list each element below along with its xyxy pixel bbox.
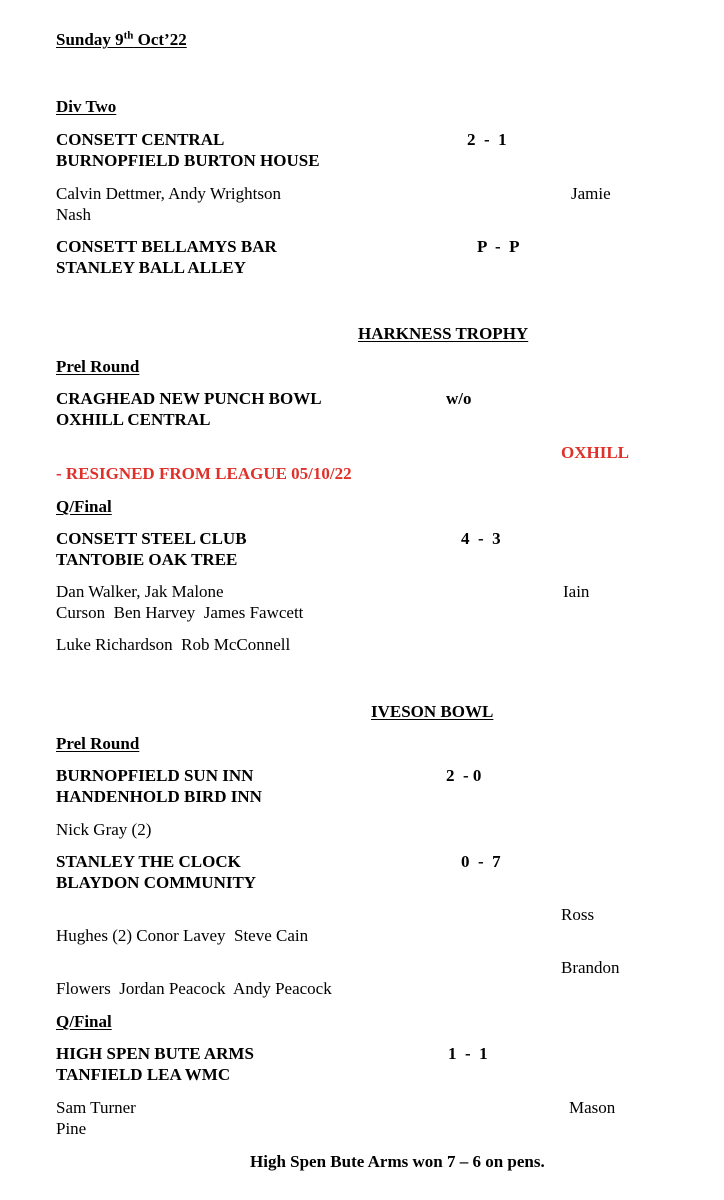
iveson-match2-scorers-right2: Brandon: [561, 958, 620, 977]
harkness-prel-home: CRAGHEAD NEW PUNCH BOWL: [56, 389, 322, 408]
div-two-match1-score: 2 - 1: [467, 130, 507, 149]
harkness-qf-home: CONSETT STEEL CLUB: [56, 529, 247, 548]
div-two-match1-scorers: Calvin Dettmer, Andy Wrightson: [56, 184, 281, 203]
iveson-match1-away: HANDENHOLD BIRD INN: [56, 787, 262, 806]
heading-day: Sunday 9: [56, 30, 124, 49]
harkness-notice-right: OXHILL: [561, 443, 630, 462]
iveson-qf-score: 1 - 1: [448, 1044, 488, 1063]
iveson-match2-scorers-line1: Hughes (2) Conor Lavey Steve Cain: [56, 926, 309, 945]
iveson-title: IVESON BOWL: [371, 702, 494, 721]
iveson-prel-label: Prel Round: [56, 734, 140, 753]
iveson-qf-scorers: Sam Turner: [56, 1098, 136, 1117]
harkness-qf-scorers-line3: Luke Richardson Rob McConnell: [56, 635, 291, 654]
iveson-qf-scorers-right: Mason: [569, 1098, 616, 1117]
div-two-match2-away: STANLEY BALL ALLEY: [56, 258, 246, 277]
iveson-match2-home: STANLEY THE CLOCK: [56, 852, 241, 871]
heading-month-year: Oct’22: [133, 30, 187, 49]
harkness-prel-away: OXHILL CENTRAL: [56, 410, 211, 429]
page-heading: [56, 29, 187, 50]
div-two-match1-away: BURNOPFIELD BURTON HOUSE: [56, 151, 320, 170]
iveson-qf-scorers-wrap: Pine: [56, 1119, 87, 1138]
iveson-qf-pens-note: High Spen Bute Arms won 7 – 6 on pens.: [250, 1152, 545, 1171]
div-two-match2-home: CONSETT BELLAMYS BAR: [56, 237, 277, 256]
div-two-match1-scorers-wrap: Nash: [56, 205, 91, 224]
harkness-qf-away: TANTOBIE OAK TREE: [56, 550, 238, 569]
harkness-qf-scorers-right: Iain: [563, 582, 590, 601]
div-two-match1-scorers-right: Jamie: [571, 184, 611, 203]
div-two-match1-home: CONSETT CENTRAL: [56, 130, 225, 149]
harkness-title: HARKNESS TROPHY: [358, 324, 529, 343]
harkness-prel-score: w/o: [446, 389, 472, 408]
iveson-qf-label: Q/Final: [56, 1012, 112, 1031]
iveson-match2-away: BLAYDON COMMUNITY: [56, 873, 257, 892]
harkness-qf-score: 4 - 3: [461, 529, 501, 548]
iveson-match2-scorers-line2: Flowers Jordan Peacock Andy Peacock: [56, 979, 332, 998]
harkness-notice-left: - RESIGNED FROM LEAGUE 05/10/22: [56, 464, 352, 483]
iveson-qf-away: TANFIELD LEA WMC: [56, 1065, 231, 1084]
div-two-match2-score: P - P: [477, 237, 520, 256]
iveson-match1-score: 2 - 0: [446, 766, 482, 785]
heading-day-suffix: th: [123, 29, 134, 42]
iveson-match1-scorers: Nick Gray (2): [56, 820, 152, 839]
iveson-qf-home: HIGH SPEN BUTE ARMS: [56, 1044, 254, 1063]
harkness-prel-label: Prel Round: [56, 357, 140, 376]
iveson-match1-home: BURNOPFIELD SUN INN: [56, 766, 254, 785]
iveson-match2-scorers-right1: Ross: [561, 905, 595, 924]
iveson-match2-score: 0 - 7: [461, 852, 501, 871]
div-two-title: Div Two: [56, 97, 117, 116]
harkness-qf-scorers-line2: Curson Ben Harvey James Fawcett: [56, 603, 304, 622]
harkness-qf-label: Q/Final: [56, 497, 112, 516]
harkness-qf-scorers-line1: Dan Walker, Jak Malone: [56, 582, 224, 601]
